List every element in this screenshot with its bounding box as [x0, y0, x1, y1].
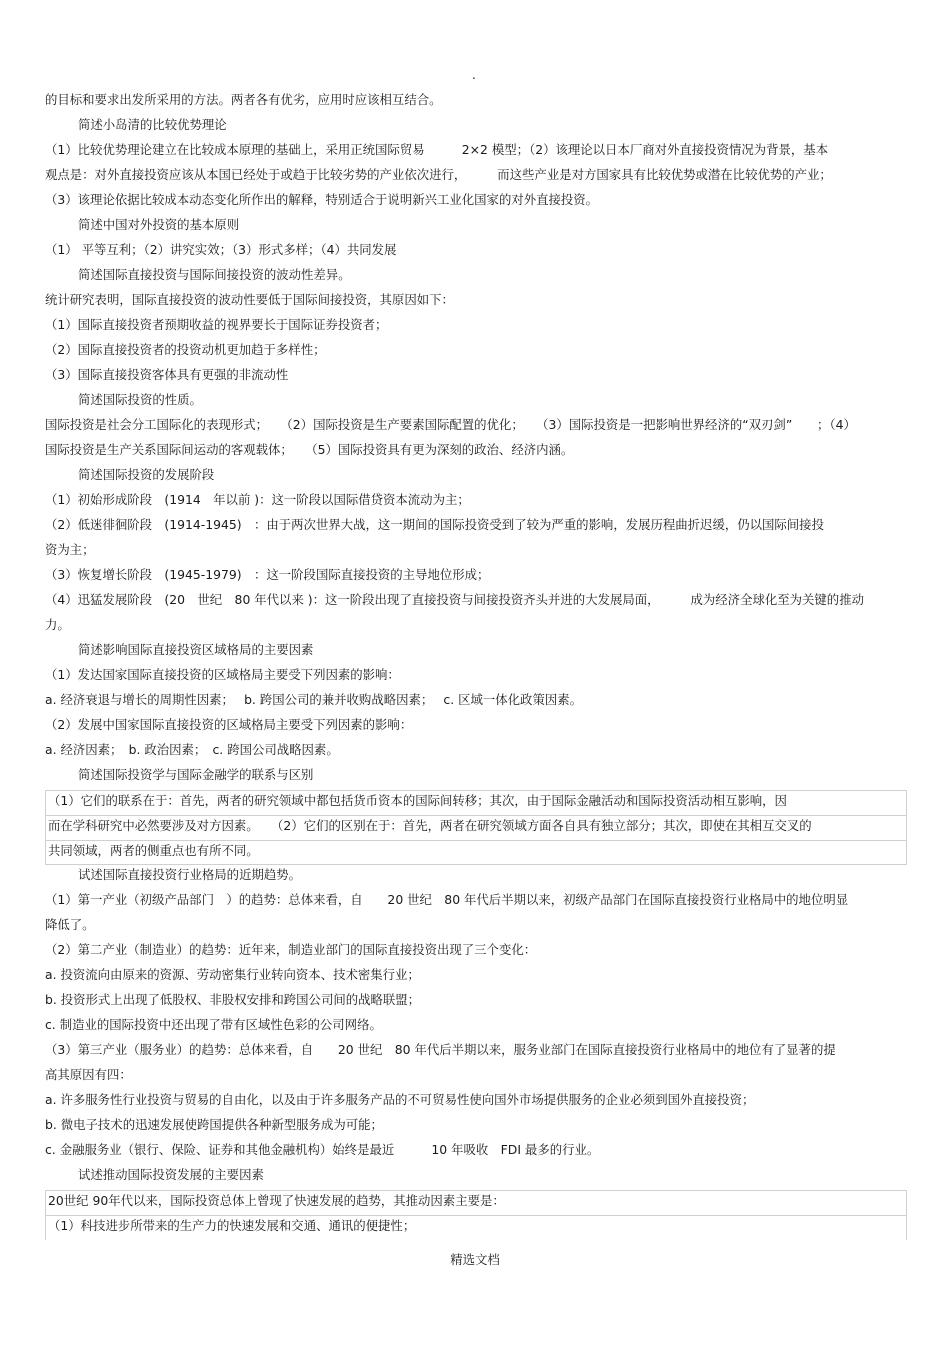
text-line: （2）发展中国家国际直接投资的区域格局主要受下列因素的影响：	[45, 717, 413, 732]
text-line: 共同领域，两者的侧重点也有所不同。	[45, 840, 907, 865]
section-heading: 简述小岛清的比较优势理论	[78, 117, 227, 132]
text-line: 高其原因有四：	[45, 1067, 132, 1082]
text-line: c. 制造业的国际投资中还出现了带有区域性色彩的公司网络。	[45, 1017, 382, 1032]
text-line: （1）国际直接投资者预期收益的视界要长于国际证券投资者；	[45, 317, 388, 332]
text-line: 资为主；	[45, 542, 95, 557]
text-line: 力。	[45, 617, 70, 632]
text-line: （1）科技进步所带来的生产力的快速发展和交通、通讯的便捷性；	[45, 1215, 907, 1240]
text-line: 而在学科研究中必然要涉及对方因素。 （2）它们的区别在于：首先，两者在研究领域方面各自具有独立部分；其次，即使在其相互交叉的	[45, 815, 907, 840]
text-line: 的目标和要求出发所采用的方法。两者各有优劣，应用时应该相互结合。	[45, 92, 442, 107]
text-line: 20世纪 90年代以来，国际投资总体上曾现了快速发展的趋势，其推动因素主要是：	[45, 1190, 907, 1215]
text-line: （1）它们的联系在于：首先，两者的研究领域中都包括货币资本的国际间转移；其次，由于国际金融活动和国际投资活动相互影响，因	[45, 790, 907, 815]
text-line: （1） 平等互利；（2）讲究实效；（3）形式多样；（4）共同发展	[45, 242, 397, 257]
section-heading: 试述推动国际投资发展的主要因素	[78, 1167, 264, 1182]
section-heading: 简述国际投资学与国际金融学的联系与区别	[78, 767, 314, 782]
text-line: （2）第二产业（制造业）的趋势：近年来，制造业部门的国际直接投资出现了三个变化：	[45, 942, 537, 957]
text-line: （3）该理论依据比较成本动态变化所作出的解释，特别适合于说明新兴工业化国家的对外直接投资。	[45, 192, 599, 207]
text-line: a. 许多服务性行业投资与贸易的自由化，以及由于许多服务产品的不可贸易性使向国外市场提供服务的企业必须到国外直接投资；	[45, 1092, 755, 1107]
section-heading: 简述国际投资的发展阶段	[78, 467, 215, 482]
text-line: （2）低迷徘徊阶段 (1914-1945) ：由于两次世界大战，这一期间的国际投资受到了较为严重的影响，发展历程曲折迟缓，仍以国际间接投	[45, 517, 824, 532]
text-line: a. 投资流向由原来的资源、劳动密集行业转向资本、技术密集行业；	[45, 967, 420, 982]
text-line: a. 经济衰退与增长的周期性因素； b. 跨国公司的兼并收购战略因素； c. 区域一体化政策因素。	[45, 692, 583, 707]
page-footer: 精选文档	[450, 1252, 500, 1267]
section-heading: 简述国际直接投资与国际间接投资的波动性差异。	[78, 267, 351, 282]
text-line: （4）迅猛发展阶段 (20 世纪 80 年代以来 )：这一阶段出现了直接投资与间接投资齐头并进的大发展局面， 成为经济全球化至为关键的推动	[45, 592, 864, 607]
document-body	[45, 90, 907, 1240]
text-line: （3）国际直接投资客体具有更强的非流动性	[45, 367, 289, 382]
text-line: （1）第一产业（初级产品部门 ）的趋势：总体来看，自 20 世纪 80 年代后半期以来，初级产品部门在国际直接投资行业格局中的地位明显	[45, 892, 849, 907]
text-line: （1）发达国家国际直接投资的区域格局主要受下列因素的影响：	[45, 667, 400, 682]
text-line: a. 经济因素； b. 政治因素； c. 跨国公司战略因素。	[45, 742, 339, 757]
text-line: （1）初始形成阶段 (1914 年以前 )：这一阶段以国际借贷资本流动为主；	[45, 492, 470, 507]
section-heading: 简述中国对外投资的基本原则	[78, 217, 240, 232]
text-line: （2）国际直接投资者的投资动机更加趋于多样性；	[45, 342, 326, 357]
text-line: 国际投资是社会分工国际化的表现形式； （2）国际投资是生产要素国际配置的优化； （3）国际投资是一把影响世界经济的“双刃剑” ；（4）	[45, 417, 856, 432]
text-line: （1）比较优势理论建立在比较成本原理的基础上，采用正统国际贸易 2×2 模型；（2）该理论以日本厂商对外直接投资情况为背景，基本	[45, 142, 829, 157]
header-mark: .	[472, 68, 476, 82]
text-line: 降低了。	[45, 917, 95, 932]
text-line: b. 微电子技术的迅速发展使跨国提供各种新型服务成为可能；	[45, 1117, 383, 1132]
section-heading: 试述国际直接投资行业格局的近期趋势。	[78, 867, 302, 882]
text-line: 统计研究表明，国际直接投资的波动性要低于国际间接投资，其原因如下：	[45, 292, 454, 307]
text-line: 国际投资是生产关系国际间运动的客观载体； （5）国际投资具有更为深刻的政治、经济内涵。	[45, 442, 574, 457]
section-heading: 简述影响国际直接投资区域格局的主要因素	[78, 642, 314, 657]
text-line: b. 投资形式上出现了低股权、非股权安排和跨国公司间的战略联盟；	[45, 992, 421, 1007]
section-heading: 简述国际投资的性质。	[78, 392, 202, 407]
text-line: 观点是：对外直接投资应该从本国已经处于或趋于比较劣势的产业依次进行， 而这些产业是对方国家具有比较优势或潜在比较优势的产业；	[45, 167, 832, 182]
text-line: c. 金融服务业（银行、保险、证券和其他金融机构）始终是最近 10 年吸收 FDI 最多的行业。	[45, 1142, 600, 1157]
text-line: （3）第三产业（服务业）的趋势：总体来看，自 20 世纪 80 年代后半期以来，服务业部门在国际直接投资行业格局中的地位有了显著的提	[45, 1042, 836, 1057]
text-line: （3）恢复增长阶段 (1945-1979) ：这一阶段国际直接投资的主导地位形成；	[45, 567, 490, 582]
